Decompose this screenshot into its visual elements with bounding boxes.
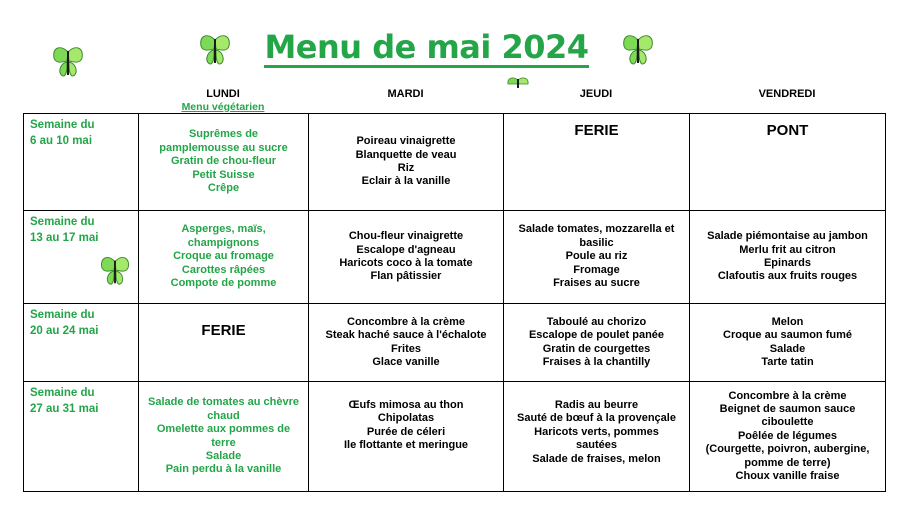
menu-item: Clafoutis aux fruits rouges [717, 270, 858, 283]
menu-item: Beignet de saumon sauce [719, 402, 856, 415]
menu-item: Radis au beurre [554, 399, 639, 411]
menu-cell-jeudi [504, 114, 690, 211]
week-label [24, 304, 139, 382]
menu-item: Gratin de courgettes [542, 342, 651, 355]
page-title [0, 28, 853, 68]
week-label [24, 382, 139, 492]
menu-item: Tarte tatin [761, 355, 814, 368]
table-row [24, 382, 886, 492]
holiday-label: PONT [766, 122, 809, 139]
week-label-line: 27 au 31 mai [30, 403, 99, 415]
menu-item: Poêlée de légumes [737, 429, 838, 442]
menu-item: Glace vanille [372, 355, 440, 368]
table-row [24, 114, 886, 211]
menu-cell-mardi [309, 211, 504, 304]
menu-cell-mardi [309, 382, 504, 492]
menu-item: Salade [205, 449, 242, 462]
day-header-mardi: MARDI [387, 88, 424, 100]
week-label-line: Semaine du [30, 387, 95, 399]
week-label-line: Semaine du [30, 119, 95, 131]
week-label [24, 211, 139, 304]
menu-item: Riz [397, 162, 415, 174]
day-header-lundi: LUNDI [206, 88, 240, 100]
holiday-label: FERIE [201, 322, 246, 339]
week-label-line: Semaine du [30, 309, 95, 321]
menu-item: Eclair à la vanille [361, 175, 451, 188]
menu-cell-mardi [309, 114, 504, 211]
menu-item: Epinards [763, 257, 812, 269]
menu-item: Crêpe [207, 182, 240, 195]
menu-item: Haricots verts, pommes [534, 425, 659, 438]
menu-item: Croque au saumon fumé [723, 329, 852, 342]
menu-cell-vendredi [690, 382, 886, 492]
menu-item: Œufs mimosa au thon [348, 399, 464, 411]
menu-item: Concombre à la crème [347, 315, 465, 328]
menu-item: terre [211, 436, 236, 449]
menu-item: Suprêmes de [188, 128, 259, 141]
menu-item: Taboulé au chorizo [546, 315, 647, 328]
menu-item: Choux vanille fraise [735, 470, 840, 483]
menu-item: Chou-fleur vinaigrette [348, 230, 464, 243]
week-label-line: Semaine du [30, 216, 95, 228]
butterfly-icon [98, 253, 132, 289]
table-row [24, 304, 886, 382]
menu-cell-vendredi [690, 304, 886, 382]
menu-item: Poule au riz [565, 250, 628, 263]
menu-item: Fraises au sucre [553, 277, 640, 290]
menu-item: Steak haché sauce à l'échalote [325, 329, 487, 342]
menu-item: Fromage [573, 263, 620, 276]
menu-item: Omelette aux pommes de [156, 423, 291, 436]
menu-table [23, 113, 886, 492]
menu-item: Escalope de poulet panée [528, 329, 665, 342]
menu-item: Merlu frit au citron [739, 243, 836, 256]
menu-item: Carottes râpées [181, 263, 266, 276]
menu-cell-vendredi [690, 211, 886, 304]
menu-item: Ile flottante et meringue [343, 439, 469, 452]
menu-item: basilic [579, 236, 614, 249]
menu-item: champignons [187, 236, 260, 249]
menu-item: Chipolatas [377, 412, 435, 425]
menu-item: Gratin de chou-fleur [170, 155, 277, 168]
menu-item: Compote de pomme [170, 277, 277, 290]
menu-item: (Courgette, poivron, aubergine, [705, 443, 870, 456]
week-label-line: 6 au 10 mai [30, 135, 93, 147]
week-label-line: 13 au 17 mai [30, 232, 99, 244]
menu-cell-mardi [309, 304, 504, 382]
menu-item: Flan pâtissier [370, 270, 442, 283]
menu-item: Salade piémontaise au jambon [707, 230, 868, 243]
menu-item: Frites [391, 342, 421, 355]
menu-item: Salade de tomates au chèvre [147, 396, 299, 409]
menu-cell-lundi [139, 211, 309, 304]
menu-item: sautées [576, 439, 617, 452]
menu-item: Salade [769, 342, 806, 355]
menu-item: Salade tomates, mozzarella et [518, 223, 675, 236]
menu-item: Asperges, maïs, [181, 223, 266, 236]
menu-item: Escalope d'agneau [356, 243, 456, 256]
menu-item: Concombre à la crème [728, 389, 847, 402]
menu-item: Melon [771, 315, 804, 328]
menu-item: Croque au fromage [173, 250, 274, 263]
day-header-vendredi: VENDREDI [758, 88, 816, 100]
week-label-line: 20 au 24 mai [30, 325, 99, 337]
menu-item: Sauté de bœuf à la provençale [517, 412, 676, 425]
week-label [24, 114, 139, 211]
menu-cell-jeudi [504, 304, 690, 382]
menu-cell-jeudi [504, 382, 690, 492]
holiday-label: FERIE [574, 122, 619, 139]
menu-item: pamplemousse au sucre [159, 141, 288, 154]
menu-item: Purée de céleri [366, 425, 446, 438]
menu-item: Blanquette de veau [355, 148, 457, 161]
menu-cell-lundi [139, 114, 309, 211]
menu-cell-lundi [139, 382, 309, 492]
menu-item: Haricots coco à la tomate [339, 257, 473, 269]
menu-cell-vendredi [690, 114, 886, 211]
menu-cell-jeudi [504, 211, 690, 304]
menu-item: Salade de fraises, melon [532, 452, 661, 465]
day-header-jeudi: JEUDI [579, 88, 613, 100]
vegetarian-note: Menu végétarien [181, 101, 265, 113]
menu-item: Poireau vinaigrette [356, 135, 456, 148]
menu-item: Fraises à la chantilly [542, 355, 651, 368]
menu-item: ciboulette [761, 416, 814, 429]
menu-item: Pain perdu à la vanille [165, 463, 282, 476]
menu-item: Petit Suisse [192, 168, 255, 181]
menu-cell-lundi [139, 304, 309, 382]
page-title-text: Menu de mai 2024 [264, 28, 589, 66]
table-row [24, 211, 886, 304]
menu-item: chaud [207, 409, 240, 422]
menu-item: pomme de terre) [744, 456, 831, 469]
